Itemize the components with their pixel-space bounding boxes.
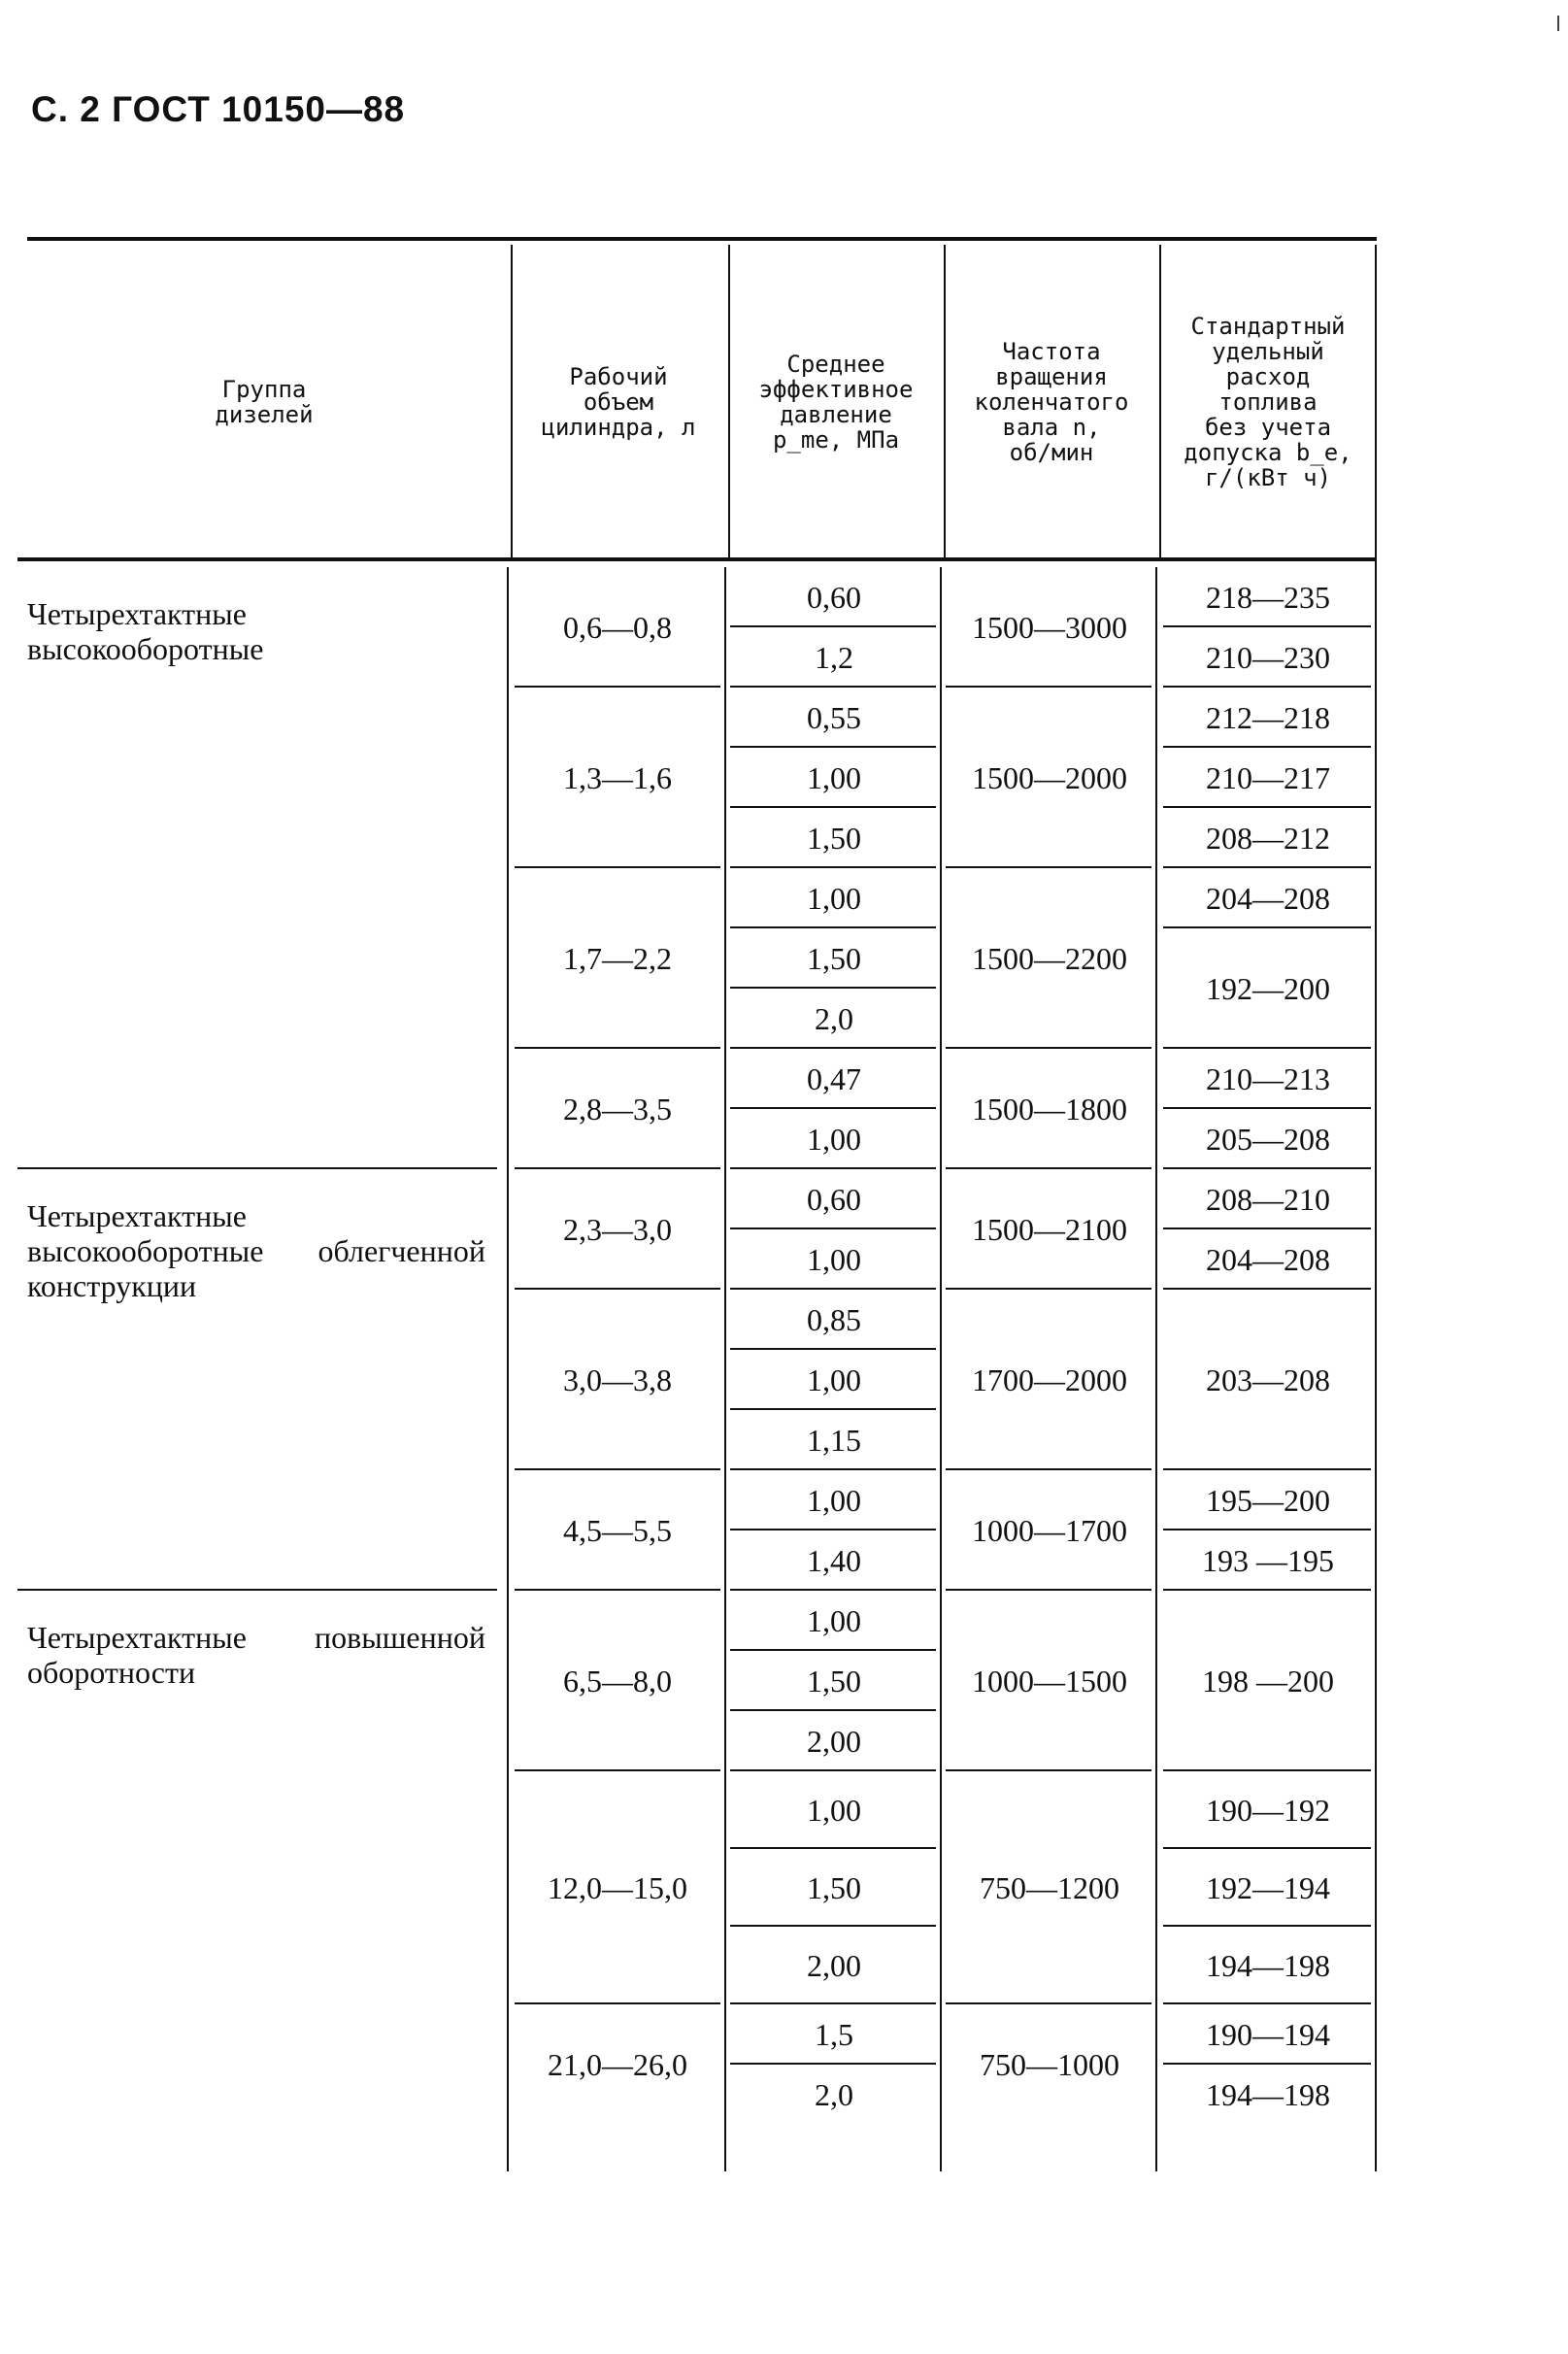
crankshaft-speed-cell: 1500—1800 xyxy=(972,1092,1127,1127)
cylinder-volume-cell: 21,0—26,0 xyxy=(548,2047,687,2082)
cylinder-volume-cell: 2,3—3,0 xyxy=(563,1212,672,1247)
table-top-rule xyxy=(27,237,1377,241)
header-volume: Рабочий объем цилиндра, л xyxy=(541,363,696,441)
mean-pressure-cell: 0,60 xyxy=(807,1182,861,1217)
cylinder-volume-cell: 6,5—8,0 xyxy=(563,1664,672,1698)
crankshaft-speed-cell: 1500—2100 xyxy=(972,1212,1127,1247)
mean-pressure-cell: 1,5 xyxy=(815,2017,853,2052)
mean-pressure-cell: 1,00 xyxy=(807,1603,861,1638)
fuel-consumption-cell: 208—210 xyxy=(1206,1182,1330,1217)
diesel-group-label: Четырехтактные повышенной оборотности xyxy=(27,1620,485,1690)
mean-pressure-cell: 1,00 xyxy=(807,1122,861,1157)
group-separator-rule xyxy=(17,1167,497,1169)
cylinder-volume-cell: 1,3—1,6 xyxy=(563,760,672,795)
mean-pressure-cell: 1,00 xyxy=(807,1362,861,1397)
column-divider xyxy=(728,245,730,557)
column-divider xyxy=(724,567,726,2171)
column-divider xyxy=(1155,567,1157,2171)
diesel-group-label: Четырехтактные высокооборотные облегченной конструкции xyxy=(27,1198,485,1303)
header-speed: Частота вращения коленчатого вала n, об/мин xyxy=(974,338,1129,466)
fuel-consumption-cell: 204—208 xyxy=(1206,1242,1330,1277)
fuel-consumption-cell: 210—230 xyxy=(1206,640,1330,675)
fuel-consumption-cell: 210—213 xyxy=(1206,1061,1330,1096)
mean-pressure-cell: 1,50 xyxy=(807,821,861,856)
page-edge-mark xyxy=(1557,16,1559,31)
cylinder-volume-cell: 12,0—15,0 xyxy=(548,1870,687,1905)
mean-pressure-cell: 1,2 xyxy=(815,640,853,675)
crankshaft-speed-cell: 1500—3000 xyxy=(972,610,1127,645)
cylinder-volume-cell: 2,8—3,5 xyxy=(563,1092,672,1127)
fuel-consumption-cell: 204—208 xyxy=(1206,881,1330,916)
mean-pressure-cell: 1,00 xyxy=(807,1793,861,1828)
cylinder-volume-cell: 4,5—5,5 xyxy=(563,1513,672,1548)
mean-pressure-cell: 2,00 xyxy=(807,1948,861,1983)
fuel-consumption-cell: 190—192 xyxy=(1206,1793,1330,1828)
cylinder-volume-cell: 0,6—0,8 xyxy=(563,610,672,645)
mean-pressure-cell: 1,50 xyxy=(807,941,861,976)
header-pressure: Среднее эффективное давление p_me, МПа xyxy=(758,351,914,454)
mean-pressure-cell: 1,50 xyxy=(807,1664,861,1698)
header-consumption: Стандартный удельный расход топлива без учета допуска b_e, г/(кВт ч) xyxy=(1184,313,1352,491)
fuel-consumption-cell: 208—212 xyxy=(1206,821,1330,856)
crankshaft-speed-cell: 750—1200 xyxy=(980,1870,1119,1905)
fuel-consumption-cell: 194—198 xyxy=(1206,2077,1330,2112)
fuel-consumption-cell: 194—198 xyxy=(1206,1948,1330,1983)
column-divider xyxy=(1159,245,1161,557)
mean-pressure-cell: 2,00 xyxy=(807,1724,861,1759)
fuel-consumption-cell: 218—235 xyxy=(1206,580,1330,615)
header-bottom-rule xyxy=(17,557,1377,561)
header-group: Группа дизелей xyxy=(215,376,314,428)
mean-pressure-cell: 1,50 xyxy=(807,1870,861,1905)
column-divider xyxy=(944,245,946,557)
mean-pressure-cell: 1,00 xyxy=(807,1483,861,1518)
page-header: С. 2 ГОСТ 10150—88 xyxy=(31,89,406,129)
fuel-consumption-cell: 193 —195 xyxy=(1202,1543,1334,1578)
fuel-consumption-cell: 190—194 xyxy=(1206,2017,1330,2052)
crankshaft-speed-cell: 1500—2200 xyxy=(972,941,1127,976)
column-divider xyxy=(507,567,509,2171)
cylinder-volume-cell: 1,7—2,2 xyxy=(563,941,672,976)
mean-pressure-cell: 2,0 xyxy=(815,1001,853,1036)
group-separator-rule xyxy=(17,1589,497,1591)
crankshaft-speed-cell: 750—1000 xyxy=(980,2047,1119,2082)
mean-pressure-cell: 1,15 xyxy=(807,1423,861,1458)
mean-pressure-cell: 0,47 xyxy=(807,1061,861,1096)
crankshaft-speed-cell: 1000—1500 xyxy=(972,1664,1127,1698)
crankshaft-speed-cell: 1000—1700 xyxy=(972,1513,1127,1548)
mean-pressure-cell: 0,55 xyxy=(807,700,861,735)
fuel-consumption-cell: 198 —200 xyxy=(1202,1664,1334,1698)
mean-pressure-cell: 1,00 xyxy=(807,760,861,795)
fuel-consumption-cell: 192—194 xyxy=(1206,1870,1330,1905)
mean-pressure-cell: 0,85 xyxy=(807,1302,861,1337)
fuel-consumption-cell: 212—218 xyxy=(1206,700,1330,735)
mean-pressure-cell: 1,00 xyxy=(807,881,861,916)
fuel-consumption-cell: 205—208 xyxy=(1206,1122,1330,1157)
crankshaft-speed-cell: 1500—2000 xyxy=(972,760,1127,795)
fuel-consumption-cell: 203—208 xyxy=(1206,1362,1330,1397)
column-divider xyxy=(511,245,513,557)
diesel-group-label: Четырехтактные высокооборотные xyxy=(27,596,264,666)
cylinder-volume-cell: 3,0—3,8 xyxy=(563,1362,672,1397)
column-divider xyxy=(940,567,942,2171)
mean-pressure-cell: 1,40 xyxy=(807,1543,861,1578)
fuel-consumption-cell: 195—200 xyxy=(1206,1483,1330,1518)
mean-pressure-cell: 2,0 xyxy=(815,2077,853,2112)
crankshaft-speed-cell: 1700—2000 xyxy=(972,1362,1127,1397)
mean-pressure-cell: 0,60 xyxy=(807,580,861,615)
mean-pressure-cell: 1,00 xyxy=(807,1242,861,1277)
fuel-consumption-cell: 210—217 xyxy=(1206,760,1330,795)
fuel-consumption-cell: 192—200 xyxy=(1206,971,1330,1006)
